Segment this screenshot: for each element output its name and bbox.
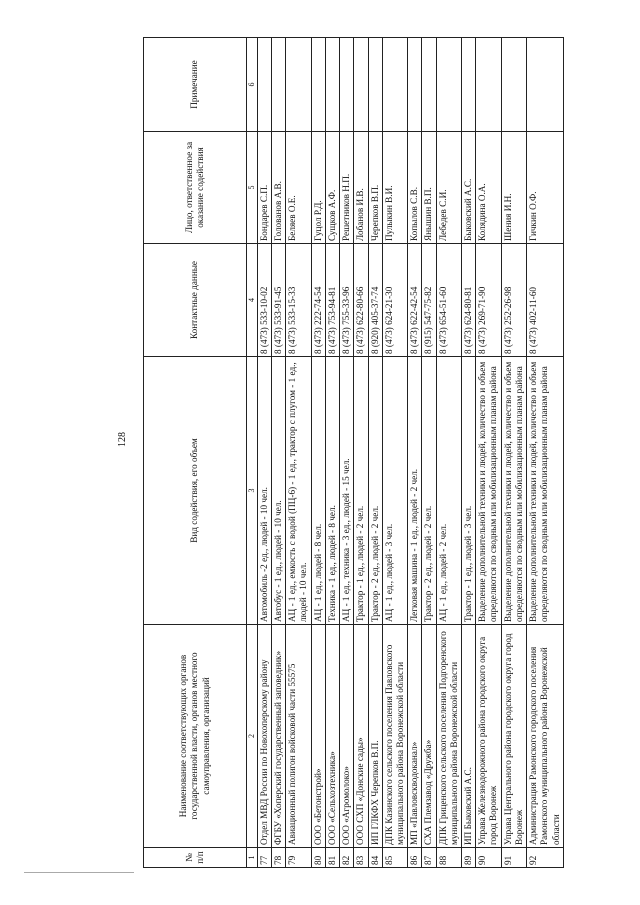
row-number: 85 — [382, 848, 407, 868]
contact-cell: 8 (473) 269-71-90 — [476, 244, 501, 357]
responsible-person-cell: Решетников Н.П. — [340, 132, 354, 244]
contact-cell: 8 (473) 533-10-02 — [257, 244, 271, 357]
header-aid-type: Вид содействия, его объем — [144, 357, 247, 625]
table-row — [340, 38, 354, 868]
table-row — [462, 38, 476, 868]
row-number: 91 — [501, 848, 526, 868]
contact-cell: 8 (473) 222-74-54 — [311, 244, 325, 357]
aid-type-cell: АЦ - 1 ед., техника - 3 ед., людей - 15 чел. — [340, 357, 354, 625]
row-number: 79 — [286, 848, 311, 868]
table-row — [501, 38, 526, 868]
contact-cell: 8 (473) 654-51-60 — [436, 244, 461, 357]
column-index: 5 — [247, 132, 258, 244]
contact-cell: 8 (473) 533-15-33 — [286, 244, 311, 357]
responsible-person-cell: Лобанов И.В. — [354, 132, 368, 244]
table-row — [286, 38, 311, 868]
organization-cell: Отдел МВД России по Новохоперскому району — [257, 625, 271, 848]
responsible-person-cell: Черепков В.П. — [368, 132, 382, 244]
row-number: 78 — [271, 848, 285, 868]
table-row — [271, 38, 285, 868]
table-row — [422, 38, 436, 868]
row-number: 80 — [311, 848, 325, 868]
responsible-person-cell: Янышин В.П. — [422, 132, 436, 244]
organization-cell: СХА Племзавод «Дружба» — [422, 625, 436, 848]
row-number: 89 — [462, 848, 476, 868]
assistance-table — [143, 37, 564, 868]
table-row — [325, 38, 339, 868]
row-number: 87 — [422, 848, 436, 868]
aid-type-cell: Автомобиль -2 ед., людей - 10 чел. — [257, 357, 271, 625]
table-row — [311, 38, 325, 868]
aid-type-cell: Выделение дополнительной техники и людей, количество и объем определяются по сводным или мобилизационным планам района — [527, 357, 564, 625]
note-cell — [311, 38, 325, 132]
aid-type-cell: Автобус - 1 ед., людей - 10 чел. — [271, 357, 285, 625]
note-cell — [354, 38, 368, 132]
row-number: 88 — [436, 848, 461, 868]
note-cell — [271, 38, 285, 132]
aid-type-cell: Техника - 1 ед., людей - 8 чел. — [325, 357, 339, 625]
header-note: Примечание — [144, 38, 247, 132]
table-row — [408, 38, 422, 868]
row-number: 92 — [527, 848, 564, 868]
responsible-person-cell: Голованов А.В. — [271, 132, 285, 244]
organization-cell: ФГБУ «Хоперский государственный заповедник» — [271, 625, 285, 848]
contact-cell: 8 (920) 405-37-74 — [368, 244, 382, 357]
column-index: 6 — [247, 38, 258, 132]
note-cell — [382, 38, 407, 132]
responsible-person-cell: Пулыкин В.И. — [382, 132, 407, 244]
table-row — [382, 38, 407, 868]
responsible-person-cell: Колядина О.А. — [476, 132, 501, 244]
responsible-person-cell: Гичкин О.Ф. — [527, 132, 564, 244]
aid-type-cell: Трактор - 1 ед., людей - 2 чел. — [354, 357, 368, 625]
organization-cell: ООО СХП «Донские сады» — [354, 625, 368, 848]
organization-cell: Администрация Рамонского городского поселения Рамонского муниципального района Воронежской области — [527, 625, 564, 848]
row-number: 86 — [408, 848, 422, 868]
contact-cell: 8 (473) 753-94-81 — [325, 244, 339, 357]
note-cell — [325, 38, 339, 132]
table-row — [257, 38, 271, 868]
organization-cell: ООО «Агромолоко» — [340, 625, 354, 848]
row-number: 84 — [368, 848, 382, 868]
note-cell — [408, 38, 422, 132]
aid-type-cell: АЦ - 1 ед., людей - 8 чел. — [311, 357, 325, 625]
column-index-row — [247, 38, 258, 868]
note-cell — [462, 38, 476, 132]
row-number: 90 — [476, 848, 501, 868]
column-index: 2 — [247, 625, 258, 848]
responsible-person-cell: Сущков А.Ф. — [325, 132, 339, 244]
note-cell — [257, 38, 271, 132]
contact-cell: 8 (473) 755-33-96 — [340, 244, 354, 357]
header-number: № п/п — [144, 848, 247, 868]
organization-cell: ИП ГЛКФХ Черепков В.П. — [368, 625, 382, 848]
responsible-person-cell: Беляев О.Е. — [286, 132, 311, 244]
contact-cell: 8 (915) 547-75-82 — [422, 244, 436, 357]
contact-cell: 8 (473) 624-21-30 — [382, 244, 407, 357]
header-contacts: Контактные данные — [144, 244, 247, 357]
organization-cell: Авиационный полигон войсковой части 55575 — [286, 625, 311, 848]
note-cell — [286, 38, 311, 132]
note-cell — [436, 38, 461, 132]
header-responsible-person: Лицо, ответственное за оказание содействия — [144, 132, 247, 244]
column-index: 4 — [247, 244, 258, 357]
aid-type-cell: Трактор - 2 ед., людей - 2 чел. — [368, 357, 382, 625]
table-row — [476, 38, 501, 868]
table-row — [368, 38, 382, 868]
note-cell — [476, 38, 501, 132]
note-cell — [368, 38, 382, 132]
note-cell — [340, 38, 354, 132]
contact-cell: 8 (473) 622-42-54 — [408, 244, 422, 357]
organization-cell: ДПК Гриценского сельского поселения Подгоренского муниципального района Воронежской области — [436, 625, 461, 848]
organization-cell: ООО «Сельхозтехника» — [325, 625, 339, 848]
organization-cell: Управа Железнодорожного района городского округа город Воронеж — [476, 625, 501, 848]
note-cell — [527, 38, 564, 132]
aid-type-cell: Трактор - 1 ед., людей - 3 чел. — [462, 357, 476, 625]
aid-type-cell: АЦ - 1 ед., людей - 2 чел. — [436, 357, 461, 625]
responsible-person-cell: Гуцол Р.Д. — [311, 132, 325, 244]
table-row — [527, 38, 564, 868]
aid-type-cell: Трактор - 2 ед., людей - 2 чел. — [422, 357, 436, 625]
row-number: 81 — [325, 848, 339, 868]
aid-type-cell: АЦ - 1 ед., емкость с водой (ПЦ-6) - 1 ед., трактор с плугом - 1 ед., людей - 10 чел. — [286, 357, 311, 625]
aid-type-cell: АЦ - 1 ед., людей - 3 чел. — [382, 357, 407, 625]
table-row — [436, 38, 461, 868]
row-number: 82 — [340, 848, 354, 868]
note-cell — [501, 38, 526, 132]
column-index: 3 — [247, 357, 258, 625]
contact-cell: 8 (473) 402-11-60 — [527, 244, 564, 357]
header-organization: Наименование соответствующих органов государственной власти, органов местного самоуправления, организаций — [144, 625, 247, 848]
contact-cell: 8 (473) 252-26-98 — [501, 244, 526, 357]
responsible-person-cell: Лебедев С.И. — [436, 132, 461, 244]
aid-type-cell: Выделение дополнительной техники и людей, количество и объем определяются по сводным или мобилизационным планам района — [501, 357, 526, 625]
organization-cell: ДПК Казинского сельского поселения Павловского муниципального района Воронежской области — [382, 625, 407, 848]
aid-type-cell: Легковая машина - 1 ед., людей - 2 чел. — [408, 357, 422, 625]
note-cell — [422, 38, 436, 132]
rotated-table-container — [143, 38, 613, 868]
column-index: 1 — [247, 848, 258, 868]
organization-cell: ООО «Бетонстрой» — [311, 625, 325, 848]
row-number: 77 — [257, 848, 271, 868]
responsible-person-cell: Шения И.Н. — [501, 132, 526, 244]
contact-cell: 8 (473) 533-91-45 — [271, 244, 285, 357]
header-row — [144, 38, 247, 868]
organization-cell: Управа Центрального района городского округа город Воронеж — [501, 625, 526, 848]
responsible-person-cell: Копылов С.В. — [408, 132, 422, 244]
contact-cell: 8 (473) 622-80-66 — [354, 244, 368, 357]
table-row — [354, 38, 368, 868]
responsible-person-cell: Бондарев С.П. — [257, 132, 271, 244]
footer-divider — [24, 872, 134, 873]
row-number: 83 — [354, 848, 368, 868]
aid-type-cell: Выделение дополнительной техники и людей, количество и объем определяются по сводным или мобилизационным планам района — [476, 357, 501, 625]
responsible-person-cell: Быковский А.С. — [462, 132, 476, 244]
organization-cell: ИП Быковский А.С. — [462, 625, 476, 848]
page-number: 128 — [117, 432, 128, 447]
organization-cell: МП «Павловскводоканал» — [408, 625, 422, 848]
contact-cell: 8 (473) 624-80-81 — [462, 244, 476, 357]
